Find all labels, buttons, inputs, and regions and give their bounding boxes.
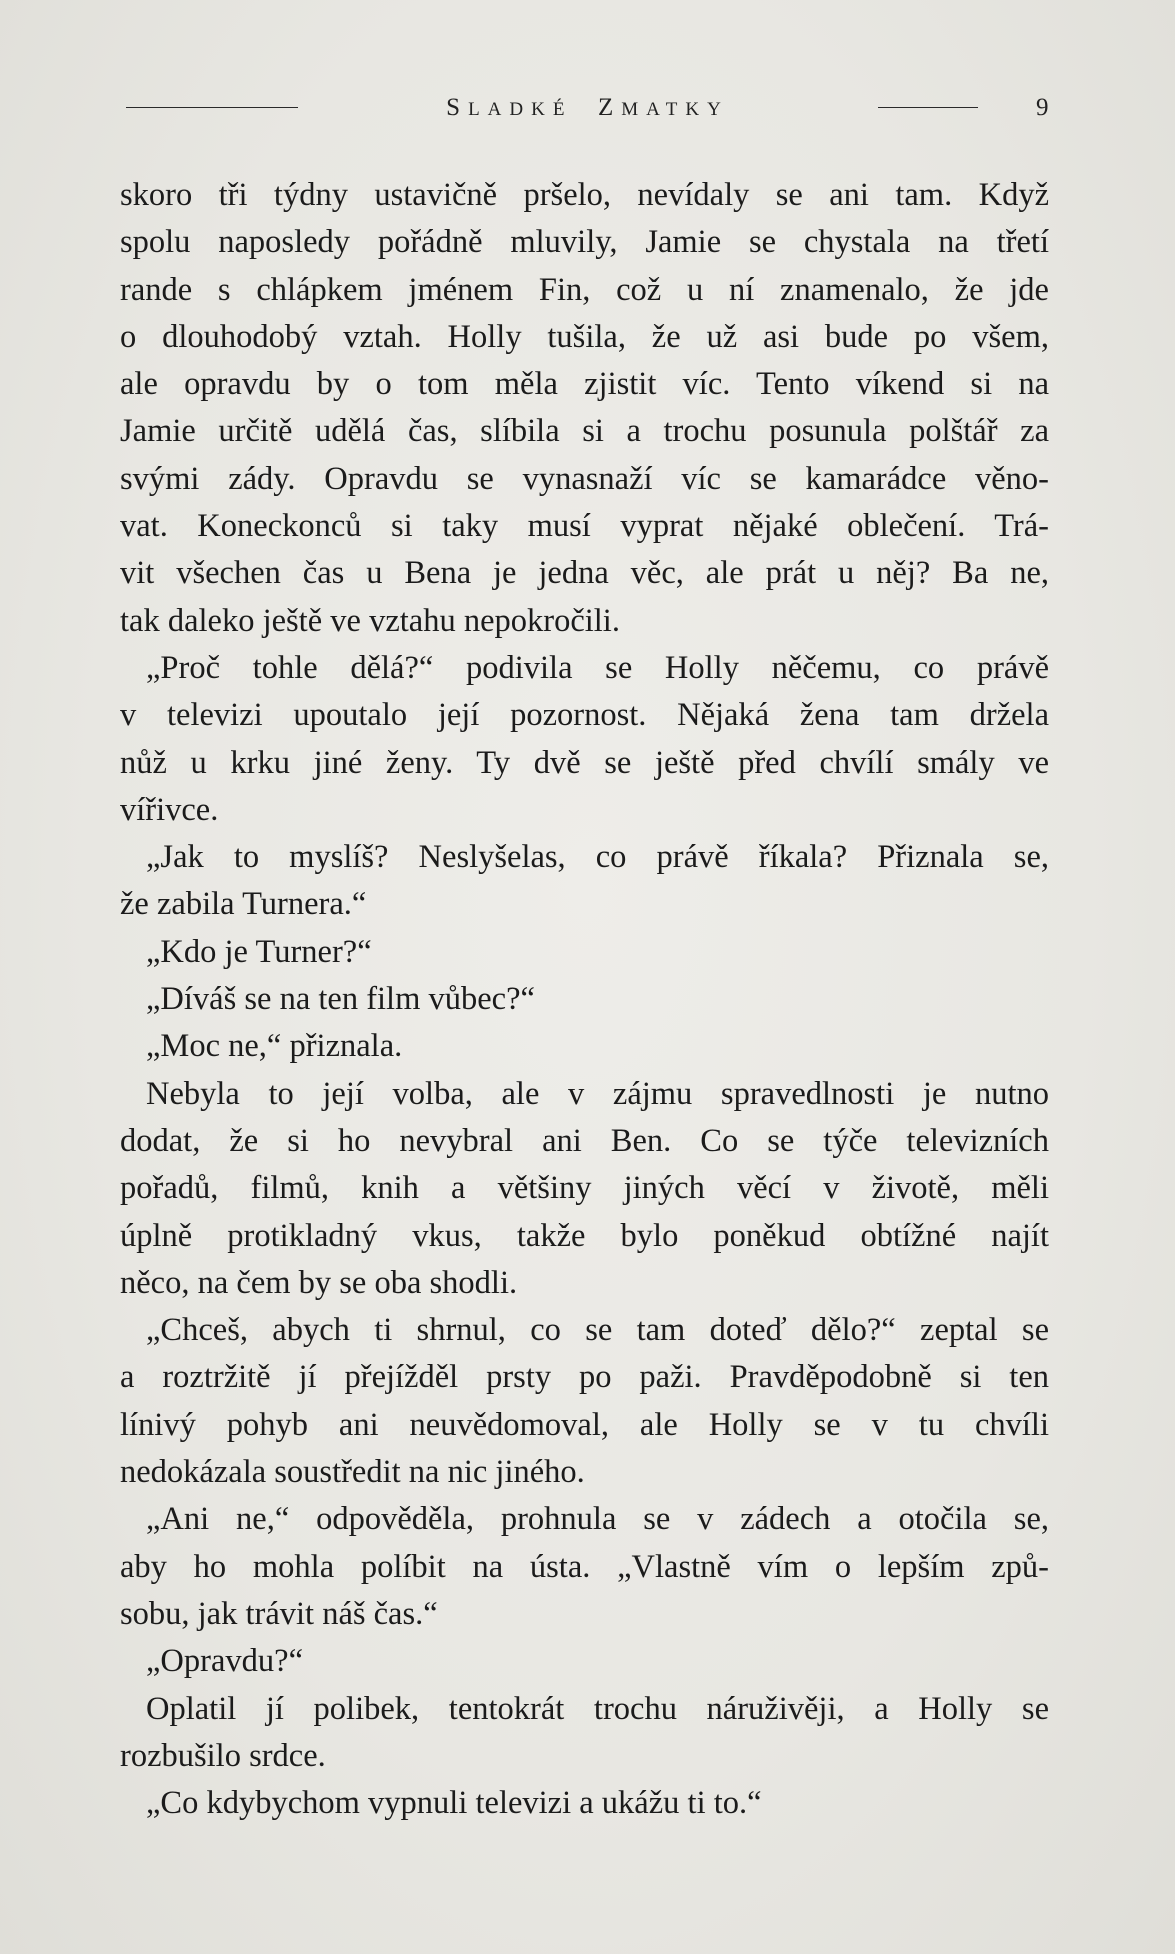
text-line: Jamie určitě udělá čas, slíbila si a trochu posunula polštář za xyxy=(120,413,1049,450)
text-line: „Proč tohle dělá?“ podivila se Holly něčemu, co právě xyxy=(146,649,1049,686)
text-line: Oplatil jí polibek, tentokrát trochu náruživěji, a Holly se xyxy=(146,1690,1049,1727)
text-line: „Kdo je Turner?“ xyxy=(146,933,372,970)
text-line: dodat, že si ho nevybral ani Ben. Co se týče televizních xyxy=(120,1122,1049,1159)
header-rule-right xyxy=(878,107,978,108)
text-line: něco, na čem by se oba shodli. xyxy=(120,1264,518,1301)
text-line: „Ani ne,“ odpověděla, prohnula se v zádech a otočila se, xyxy=(146,1501,1049,1538)
text-line: rozbušilo srdce. xyxy=(120,1737,326,1774)
text-line: sobu, jak trávit náš čas.“ xyxy=(120,1595,438,1632)
text-line: nůž u krku jiné ženy. Ty dvě se ještě před chvílí smály ve xyxy=(120,744,1049,781)
text-line: ale opravdu by o tom měla zjistit víc. Tento víkend si na xyxy=(120,366,1049,403)
text-line: „Moc ne,“ přiznala. xyxy=(146,1028,403,1065)
text-line: „Opravdu?“ xyxy=(146,1643,303,1680)
text-line: o dlouhodobý vztah. Holly tušila, že už asi bude po všem, xyxy=(120,318,1049,355)
text-line: vířivce. xyxy=(120,791,219,828)
text-line: že zabila Turnera.“ xyxy=(120,886,367,923)
text-line: aby ho mohla políbit na ústa. „Vlastně vím o lepším způ- xyxy=(120,1548,1049,1585)
text-line: vit všechen čas u Bena je jedna věc, ale prát u něj? Ba ne, xyxy=(120,555,1049,592)
text-line: v televizi upoutalo její pozornost. Nějaká žena tam držela xyxy=(120,697,1049,734)
text-line: „Chceš, abych ti shrnul, co se tam doteď dělo?“ zeptal se xyxy=(146,1312,1049,1349)
text-line: línivý pohyb ani neuvědomoval, ale Holly se v tu chvíli xyxy=(120,1406,1049,1443)
text-line: a roztržitě jí přejížděl prsty po paži. Pravděpodobně si ten xyxy=(120,1359,1049,1396)
text-line: spolu naposledy pořádně mluvily, Jamie se chystala na třetí xyxy=(120,224,1049,261)
text-line: rande s chlápkem jménem Fin, což u ní znamenalo, že jde xyxy=(120,271,1049,308)
running-title: SLADKÉ ZMATKY xyxy=(446,94,729,121)
text-line: „Jak to myslíš? Neslyšelas, co právě říkala? Přiznala se, xyxy=(146,839,1049,876)
text-line: nedokázala soustředit na nic jiného. xyxy=(120,1454,585,1491)
text-line: Nebyla to její volba, ale v zájmu spravedlnosti je nutno xyxy=(146,1075,1049,1112)
text-line: skoro tři týdny ustavičně pršelo, nevídaly se ani tam. Když xyxy=(120,177,1049,213)
body-text xyxy=(120,172,1049,1827)
page-number: 9 xyxy=(1036,94,1049,121)
text-line: úplně protikladný vkus, takže bylo poněkud obtížné najít xyxy=(120,1217,1049,1254)
text-line: vat. Koneckonců si taky musí vyprat nějaké oblečení. Trá- xyxy=(120,508,1049,545)
text-line: svými zády. Opravdu se vynasnaží víc se kamarádce věno- xyxy=(120,460,1049,497)
running-header xyxy=(0,92,1175,122)
text-line: tak daleko ještě ve vztahu nepokročili. xyxy=(120,602,620,639)
text-line: „Díváš se na ten film vůbec?“ xyxy=(146,981,535,1018)
text-line: „Co kdybychom vypnuli televizi a ukážu ti to.“ xyxy=(146,1785,762,1822)
text-line: pořadů, filmů, knih a většiny jiných věcí v životě, měli xyxy=(120,1170,1049,1207)
